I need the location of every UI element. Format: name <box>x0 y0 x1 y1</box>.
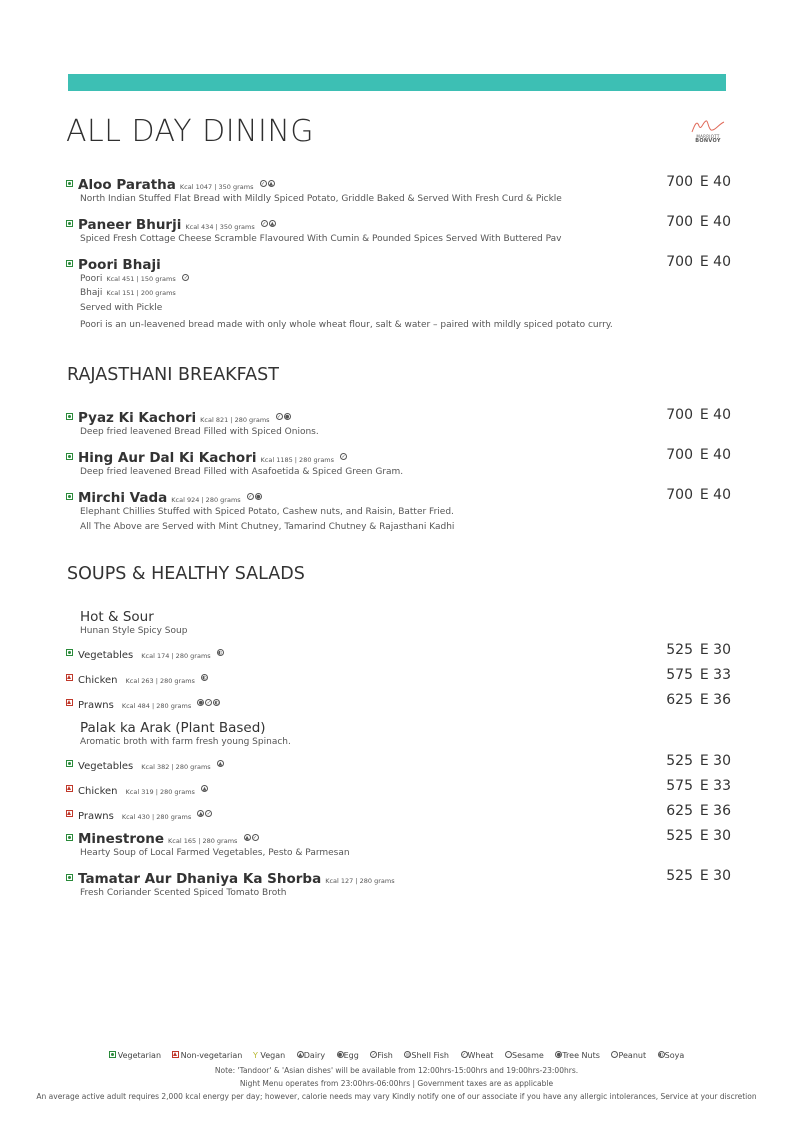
dairy-icon: ▲ <box>269 181 273 187</box>
price: 700 E 40 <box>666 254 731 270</box>
menu-item-tamatar-aur-dhaniya-ka-shorba: Tamatar Aur Dhaniya Ka Shorba Kcal 127 | 280 grams Fresh Coriander Scented Spiced Tomato Broth 525 E 30 <box>66 868 728 900</box>
dairy-icon: ▲ <box>198 811 203 817</box>
variant-row: Prawns Kcal 484 | 280 grams ● ✓ ◐ 625 E 36 <box>66 693 728 712</box>
price: 700 E 40 <box>666 487 731 503</box>
logo-m-icon <box>689 118 727 134</box>
menu-item-paneer-bhurji: Paneer Bhurji Kcal 434 | 350 grams ✓ ▲ Spiced Fresh Cottage Cheese Scramble Flavoured With Cumin & Pounded Spices Served With Buttered Pav 700 E 40 <box>66 214 728 246</box>
menu-title: ALL DAY DINING <box>66 114 315 149</box>
shellfish-icon: ● <box>198 700 204 706</box>
non-veg-mark-icon <box>66 674 73 681</box>
footer-note: Note: 'Tandoor' & 'Asian dishes' will be available from 12:00hrs-15:00hrs and 19:00hrs-23:00hrs. <box>214 1066 579 1075</box>
shellfish-icon: ◎ <box>405 1052 411 1058</box>
price: 700 E 40 <box>666 214 731 230</box>
veg-mark-icon <box>66 220 73 227</box>
veg-mark-icon <box>66 760 73 767</box>
wheat-icon: ✓ <box>260 181 266 187</box>
veg-mark-icon <box>66 413 73 420</box>
sesame-icon: ◦ <box>505 1051 512 1058</box>
soya-icon: ◐ <box>202 675 207 681</box>
wheat-icon: ✓ <box>248 494 253 500</box>
header-accent-band <box>68 74 726 91</box>
price: 700 E 40 <box>666 447 731 463</box>
soya-icon: ◐ <box>658 1052 664 1058</box>
non-veg-mark-icon <box>172 1051 179 1058</box>
wheat-icon: ✓ <box>183 275 189 281</box>
menu-item-palak-ka-arak: Palak ka Arak (Plant Based) Aromatic broth with farm fresh young Spinach. <box>80 720 291 747</box>
menu-item-hing-aur-dal-ki-kachori: Hing Aur Dal Ki Kachori Kcal 1185 | 280 grams ✓ Deep fried leavened Bread Filled with Asafoetida & Spiced Green Gram. 700 E 40 <box>66 447 728 479</box>
footer-kcal-disclaimer: An average active adult requires 2,000 kcal energy per day; however, calorie needs may vary Kindly notify one of our associate if you have any allergic intolerances, Service at your discretion <box>36 1092 757 1101</box>
fish-icon: ✓ <box>371 1052 376 1058</box>
menu-item-poori-bhaji: Poori Bhaji Poori Kcal 451 | 150 grams ✓ Bhaji Kcal 151 | 200 grams Served with Pickle Poori is an un-leavened bread made with only whole wheat flour, salt & water – paired with mildly spiced potato curry. 700 E 40 <box>66 254 728 333</box>
veg-mark-icon <box>66 874 73 881</box>
dairy-icon: ▲ <box>245 835 249 841</box>
wheat-icon: ✓ <box>341 454 346 460</box>
veg-mark-icon <box>66 180 73 187</box>
fish-icon: ✓ <box>206 700 211 706</box>
menu-item-mirchi-vada: Mirchi Vada Kcal 924 | 280 grams ✓ ● Elephant Chillies Stuffed with Spiced Potato, Cashew nuts, and Raisin, Batter Fried. All The Above are Served with Mint Chutney, Tamarind Chutney & Rajasthani Kadhi 700 E 40 <box>66 487 728 534</box>
veg-mark-icon <box>66 493 73 500</box>
fish-icon: ✓ <box>206 811 211 817</box>
dairy-icon: ▲ <box>202 786 207 792</box>
non-veg-mark-icon <box>66 810 73 817</box>
non-veg-mark-icon <box>66 785 73 792</box>
menu-item-hot-and-sour: Hot & Sour Hunan Style Spicy Soup <box>80 609 188 636</box>
wheat-icon: ✓ <box>262 221 267 227</box>
tree-nuts-icon: ● <box>256 494 261 500</box>
non-veg-mark-icon <box>66 699 73 706</box>
section-heading-rajasthani-breakfast: RAJASTHANI BREAKFAST <box>67 365 279 385</box>
variant-row: Vegetables Kcal 382 | 280 grams ▲ 525 E 30 <box>66 754 728 773</box>
veg-mark-icon <box>66 834 73 841</box>
tree-nuts-icon: ● <box>284 414 290 420</box>
variant-row: Prawns Kcal 430 | 280 grams ▲ ✓ 625 E 36 <box>66 804 728 823</box>
variant-row: Vegetables Kcal 174 | 280 grams ◐ 525 E 30 <box>66 643 728 662</box>
section-heading-soups-healthy-salads: SOUPS & HEALTHY SALADS <box>67 564 305 584</box>
vegan-icon: Y <box>252 1051 258 1060</box>
menu-item-minestrone: Minestrone Kcal 165 | 280 grams ▲ ✓ Hearty Soup of Local Farmed Vegetables, Pesto & Parmesan 525 E 30 <box>66 828 728 860</box>
wheat-icon: ✓ <box>252 835 258 841</box>
wheat-icon: ✓ <box>277 414 282 420</box>
dairy-icon: ▲ <box>270 221 275 227</box>
veg-mark-icon <box>66 260 73 267</box>
variant-row: Chicken Kcal 263 | 280 grams ◐ 575 E 33 <box>66 668 728 687</box>
price: 700 E 40 <box>666 174 731 190</box>
egg-icon: ● <box>337 1052 343 1058</box>
wheat-icon: ✓ <box>461 1052 467 1058</box>
marriott-bonvoy-logo: MARRIOTT BONVOY <box>688 118 728 148</box>
dairy-icon: ▲ <box>298 1052 303 1058</box>
soya-icon: ◐ <box>218 650 223 656</box>
menu-item-pyaz-ki-kachori: Pyaz Ki Kachori Kcal 821 | 280 grams ✓ ● Deep fried leavened Bread Filled with Spiced Onions. 700 E 40 <box>66 407 728 439</box>
peanut-icon: ◦ <box>611 1051 618 1058</box>
price: 525 E 30 <box>666 868 731 884</box>
footer-night-menu: Night Menu operates from 23:00hrs-06:00hrs | Government taxes are as applicable <box>239 1079 554 1088</box>
allergen-legend: Vegetarian Non-vegetarian Y Vegan ▲ Dairy ●Egg ✓Fish ◎Shell Fish ✓Wheat ◦ Sesame ●Tree Nuts ◦ Peanut ◐Soya <box>0 1051 793 1060</box>
dairy-icon: ▲ <box>218 761 223 767</box>
price: 700 E 40 <box>666 407 731 423</box>
tree-nuts-icon: ● <box>556 1052 562 1058</box>
price: 525 E 30 <box>666 828 731 844</box>
soya-icon: ◐ <box>214 700 220 706</box>
veg-mark-icon <box>66 453 73 460</box>
variant-row: Chicken Kcal 319 | 280 grams ▲ 575 E 33 <box>66 779 728 798</box>
veg-mark-icon <box>109 1051 116 1058</box>
menu-item-aloo-paratha: Aloo Paratha Kcal 1047 | 350 grams ✓ ▲ North Indian Stuffed Flat Bread with Mildly Spiced Potato, Griddle Baked & Served With Fresh Curd & Pickle 700 E 40 <box>66 174 728 206</box>
veg-mark-icon <box>66 649 73 656</box>
